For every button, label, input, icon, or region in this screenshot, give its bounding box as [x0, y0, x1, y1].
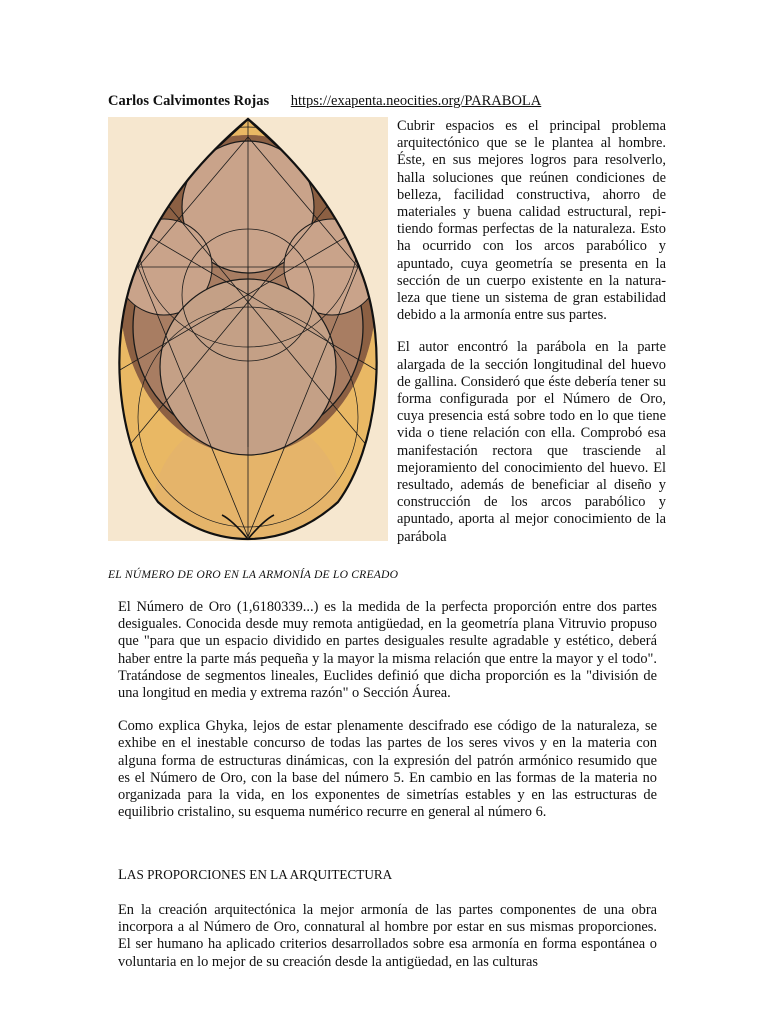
section-title-initial: L	[118, 867, 127, 883]
section-title: EL NÚMERO DE ORO EN LA ARMONÍA DE LO CREADO	[108, 568, 399, 581]
source-link[interactable]: https://exapenta.neocities.org/PARABOLA	[290, 93, 542, 109]
author-name: Carlos Calvimontes Rojas	[108, 93, 270, 109]
header	[108, 93, 541, 110]
intro-paragraph: Cubrir espacios es el principal problema arquitectónico que se le plantea al hombre. Éste, en sus mejores logros para resolverlo, halla soluciones que reúnen condiciones de belleza, facilidad constructiva, ahorro de materiales y buena calidad estructural, repitiendo formas perfectas de la naturaleza. Esto ha ocurrido con los arcos parabólico y apuntado, cuya geometría se presenta en la sección de un cuerpo existente en la naturaleza que tiene un sistema de gran estabilidad debido a la armonía entre sus partes.	[397, 118, 666, 324]
body-paragraph: El Número de Oro (1,6180339...) es la medida de la perfecta proporción entre dos partes desiguales. Conocida desde muy remota antigüedad, en la geometría plana Vitruvio propuso que "para que un espacio dividido en partes desiguales resulte agradable y estético, deberá haber entre la parte más pequeña y la mayor la misma relación que entre la mayor y el todo". Tratándose de segmentos lineales, Euclides definió que dicha proporción es la "división de una longitud en media y extrema razón" o Sección Áurea.	[118, 599, 657, 702]
section-title	[118, 867, 392, 884]
body-paragraph: Como explica Ghyka, lejos de estar plenamente descifrado ese código de la naturaleza, se exhibe en el inestable concurso de todas las partes de los seres vivos y en la materia con alguna forma de estructuras dinámicas, con la expresión del patrón armónico resumido que es el Número de Oro, con la base del número 5. En cambio en las formas de la materia no organizada para la vida, en los exponentes de simetrías estables y en las estructuras de equilibrio cristalino, su esquema numérico recurre en general al número 6.	[118, 718, 657, 821]
section-body	[118, 902, 657, 987]
egg-golden-ratio-figure	[108, 117, 388, 541]
body-paragraph: En la creación arquitectónica la mejor armonía de las partes componentes de una obra incorpora a al Número de Oro, connatural al hombre por estar en sus mismas proporciones. El ser humano ha aplicado criterios desarrollados sobre esa armonía en forma espontánea o voluntaria en lo mejor de su creación desde la antigüedad, en las culturas	[118, 902, 657, 970]
intro-paragraph: El autor encontró la parábola en la parte alargada de la sección longitudinal del huevo de gallina. Consideró que éste debería tener su forma configurada por el Número de Oro, cuya presencia está sobre todo en lo que tiene vida o tiene relación con ella. Comprobó esa manifestación rectora que trasciende al mejoramiento del conocimiento del huevo. El resultado, además de beneficiar al diseño y construcción de los arcos parabólico y apuntado, aporta al mejor conocimiento de la parábola	[397, 339, 666, 545]
section-title-rest: AS PROPORCIONES EN LA ARQUITECTURA	[126, 867, 393, 882]
section-body	[118, 599, 657, 837]
intro-text	[397, 118, 666, 561]
